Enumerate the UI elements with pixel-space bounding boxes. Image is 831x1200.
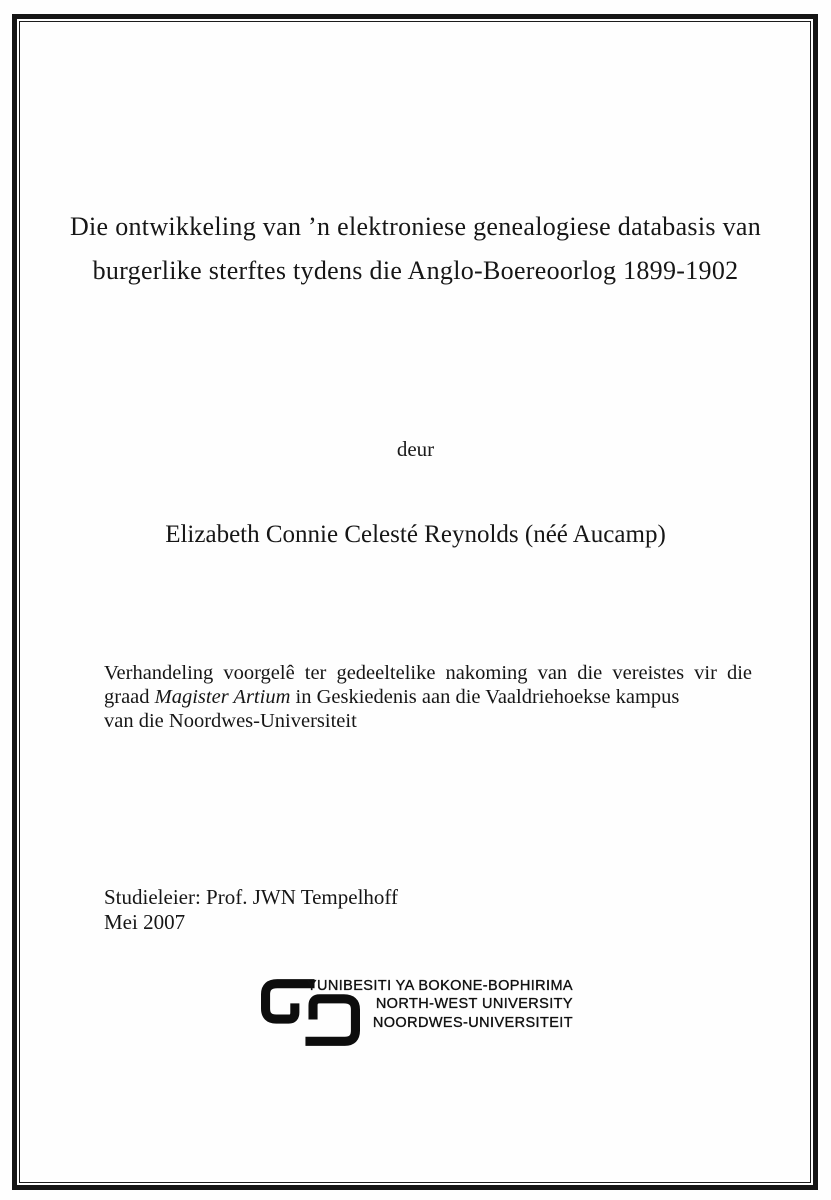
submission-line-2-pre: graad bbox=[104, 685, 155, 708]
submission-statement bbox=[104, 662, 752, 733]
submission-line-2-post: in Geskiedenis aan die Vaaldriehoekse kampus bbox=[290, 685, 680, 708]
date-line: Mei 2007 bbox=[104, 910, 186, 934]
submission-line-2 bbox=[104, 686, 752, 710]
supervisor-line: Studieleier: Prof. JWN Tempelhoff bbox=[104, 885, 399, 909]
degree-name-italic: Magister Artium bbox=[154, 685, 291, 708]
university-wordmark bbox=[307, 977, 573, 1032]
thesis-title-line-2: burgerlike sterftes tydens die Anglo-Boereoorlog 1899-1902 bbox=[92, 256, 739, 285]
submission-line-1: Verhandeling voorgelê ter gedeeltelike nakoming van die vereistes vir die bbox=[104, 662, 752, 684]
wordmark-line-afrikaans: NOORDWES-UNIVERSITEIT bbox=[372, 1014, 573, 1031]
supervisor-block bbox=[104, 885, 398, 935]
thesis-title-line-1: Die ontwikkeling van ’n elektroniese genealogiese databasis van bbox=[69, 212, 762, 241]
wordmark-line-english: NORTH-WEST UNIVERSITY bbox=[375, 996, 573, 1013]
byline-label: deur bbox=[396, 437, 435, 461]
submission-line-3: van die Noordwes-Universiteit bbox=[104, 709, 357, 732]
wordmark-line-setswana: YUNIBESITI YA BOKONE-BOPHIRIMA bbox=[306, 978, 573, 994]
thesis-title bbox=[40, 205, 791, 293]
author-name: Elizabeth Connie Celesté Reynolds (néé Aucamp) bbox=[165, 521, 666, 548]
